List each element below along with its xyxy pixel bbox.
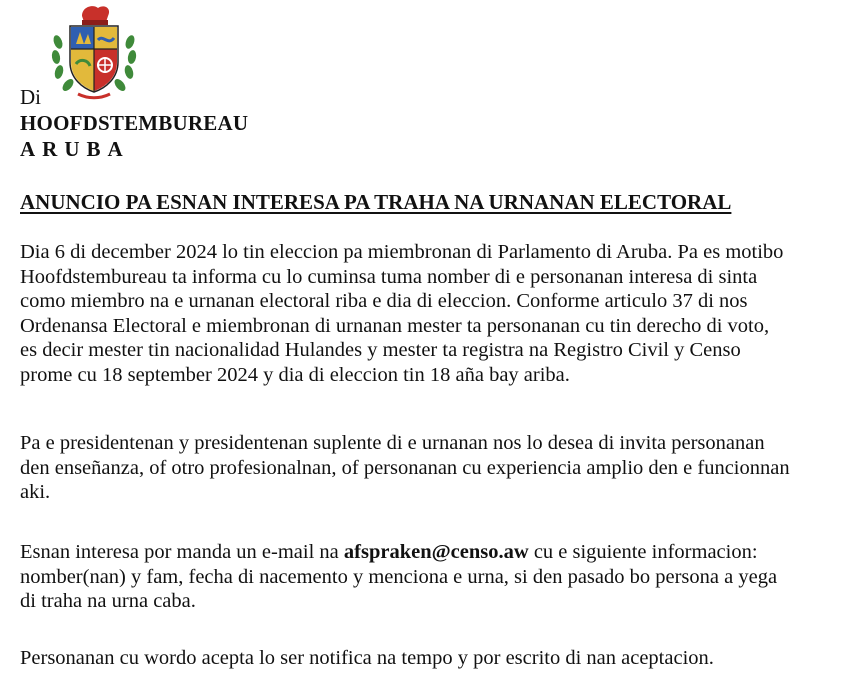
paragraph-line: nomber(nan) y fam, fecha di nacemento y menciona e urna, si den pasado bo persona a yega — [20, 565, 778, 588]
paragraph-election-info — [20, 240, 850, 387]
header-block — [20, 84, 248, 162]
header-di: Di — [20, 85, 41, 109]
paragraph-line: es decir mester tin nacionalidad Hulandes y mester ta registra na Registro Civil y Censo — [20, 339, 741, 361]
email-link[interactable]: afspraken@censo.aw — [343, 541, 529, 563]
paragraph-line: aki. — [20, 481, 51, 503]
paragraph-invitation — [20, 431, 850, 505]
paragraph-line: Personanan cu wordo acepta lo ser notifica na tempo y por escrito di nan aceptacion. — [20, 647, 714, 669]
paragraph-line: Dia 6 di december 2024 lo tin eleccion pa miembronan di Parlamento di Aruba. Pa es motibo — [20, 241, 784, 263]
paragraph-line: Hoofdstembureau ta informa cu lo cuminsa tuma nomber di e personanan interesa di sinta — [20, 265, 758, 288]
paragraph-line: Pa e presidentenan y presidentenan suplente di e urnanan nos lo desea di invita personanan — [20, 432, 765, 454]
paragraph-line — [20, 540, 850, 565]
paragraph-notification — [20, 646, 850, 671]
paragraph-line: prome cu 18 september 2024 y dia di eleccion tin 18 aña bay ariba. — [20, 363, 570, 386]
paragraph-line: den enseñanza, of otro profesionalnan, of personanan cu experiencia amplio den e funcionnan — [20, 456, 790, 479]
paragraph-line: di traha na urna caba. — [20, 590, 196, 612]
contact-text-before: Esnan interesa por manda un e-mail na — [20, 541, 344, 563]
announcement-title: ANUNCIO PA ESNAN INTERESA PA TRAHA NA URNANAN ELECTORAL — [20, 190, 732, 214]
header-country: ARUBA — [20, 137, 130, 161]
paragraph-contact — [20, 540, 850, 614]
paragraph-line: Ordenansa Electoral e miembronan di urnanan mester ta personanan cu tin derecho di voto, — [20, 314, 770, 337]
paragraph-line: como miembro na e urnanan electoral riba e dia di eleccion. Conforme articulo 37 di nos — [20, 290, 748, 312]
contact-text-after: cu e siguiente informacion: — [528, 541, 758, 563]
header-organization: HOOFDSTEMBUREAU — [20, 111, 249, 135]
